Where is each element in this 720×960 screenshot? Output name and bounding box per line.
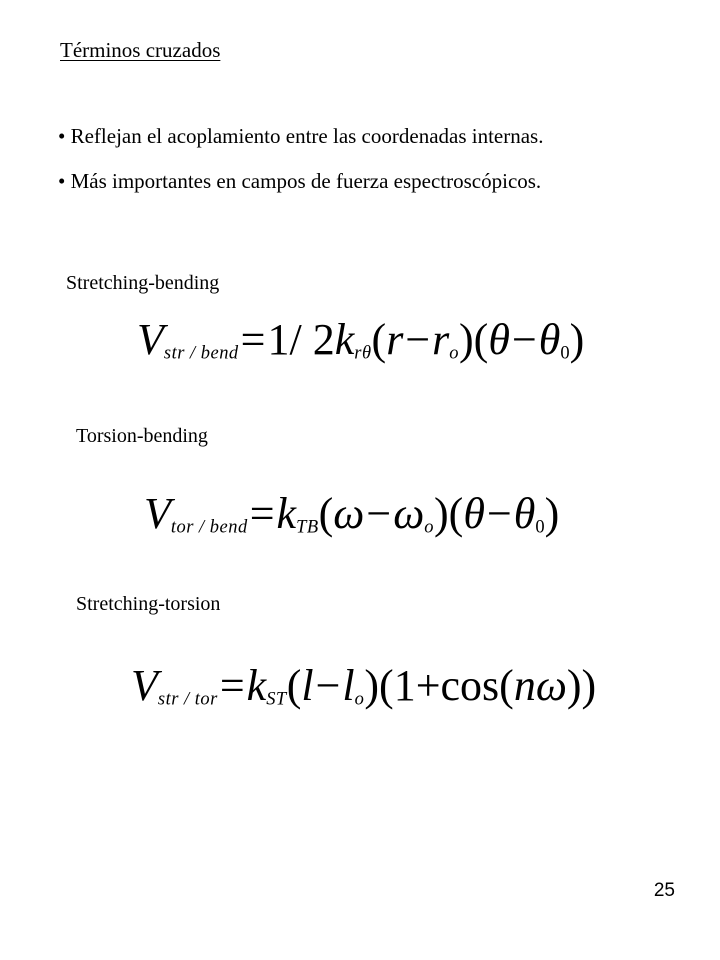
eq-term: l [301,661,314,710]
eq-paren: ) [569,315,585,364]
eq-term: l [342,661,355,710]
eq-minus: − [511,315,537,364]
eq-term: θ [513,489,536,538]
eq-equals: = [219,661,245,710]
eq-constant-subscript: rθ [354,342,372,363]
eq-term: n [513,661,536,710]
eq-subscript: str / bend [163,342,239,363]
eq-term-subscript: 0 [535,516,545,537]
eq-paren: ( [286,661,302,710]
eq-term-subscript: o [449,342,459,363]
eq-constant: k [246,661,267,710]
eq-paren: ( [499,661,514,710]
bullet-item: • Más importantes en campos de fuerza espectroscópicos. [58,169,542,193]
eq-paren: )) [566,661,597,710]
eq-term-subscript: o [424,516,435,537]
eq-term-subscript: o [354,688,365,709]
page-title: Términos cruzados [60,38,221,62]
eq-variable: V [137,315,164,364]
eq-subscript: str / tor [157,688,218,709]
eq-paren: ) [364,661,380,710]
eq-paren: ( [318,489,334,538]
eq-minus: − [486,489,512,538]
bullet-item: • Reflejan el acoplamiento entre las coordenadas internas. [58,124,544,148]
eq-term: ω [333,489,365,538]
eq-equals: = [249,489,275,538]
eq-term: ω [393,489,425,538]
eq-function: cos [440,661,500,710]
eq-paren: ( [448,489,464,538]
eq-term: θ [463,489,485,538]
eq-paren: (1+ [379,661,441,710]
page-number: 25 [653,880,675,901]
section-heading-stretching-torsion: Stretching-torsion [76,593,221,615]
eq-variable: V [131,661,158,710]
eq-paren: ) [434,489,449,538]
eq-minus: − [405,315,431,364]
eq-term: r [386,315,404,364]
eq-term: θ [488,315,510,364]
eq-paren: ( [473,315,489,364]
eq-paren: ) [544,489,560,538]
eq-constant: k [276,489,297,538]
eq-subscript: tor / bend [170,516,248,537]
equation-stretching-bending [137,315,585,364]
eq-minus: − [366,489,392,538]
eq-constant-subscript: TB [296,516,319,537]
eq-variable: V [144,489,171,538]
eq-constant-subscript: ST [266,688,287,709]
eq-paren: ( [371,315,387,364]
eq-term: θ [538,315,561,364]
eq-minus: − [315,661,341,710]
section-heading-torsion-bending: Torsion-bending [76,425,208,447]
eq-constant: k [334,315,355,364]
eq-paren: ) [459,315,474,364]
eq-equals: = [240,315,266,364]
equation-stretching-torsion [131,661,597,710]
eq-coefficient: 1/ 2 [267,315,335,364]
eq-term-subscript: 0 [560,342,570,363]
eq-term: ω [535,661,567,710]
equation-torsion-bending [144,489,560,538]
eq-term: r [432,315,450,364]
section-heading-stretching-bending: Stretching-bending [66,272,220,294]
